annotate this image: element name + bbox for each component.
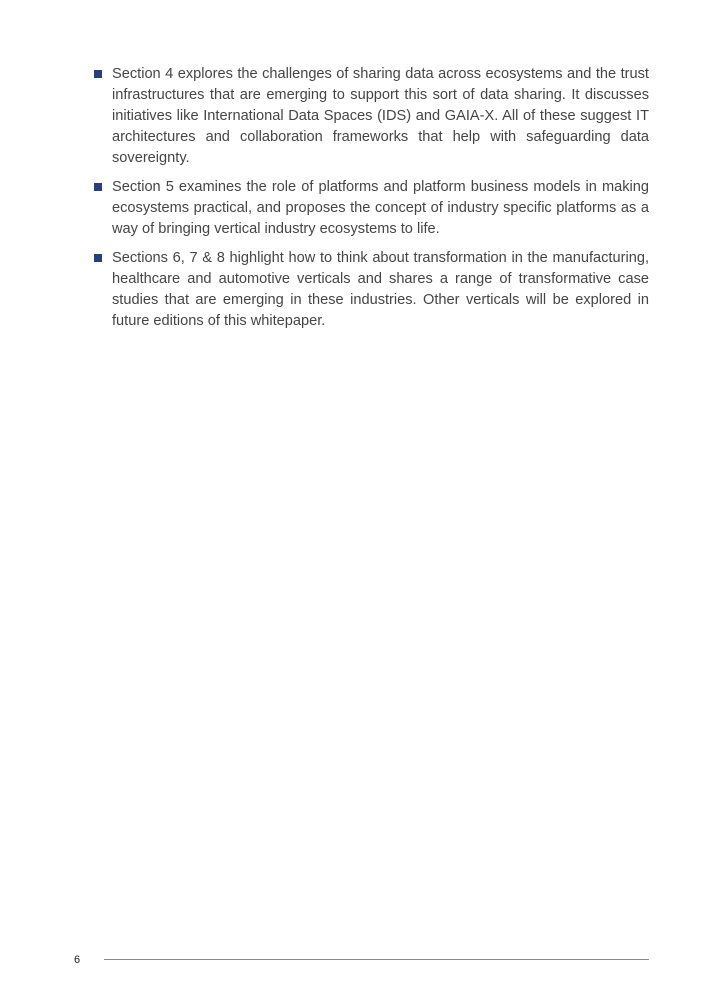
list-item-text: Sections 6, 7 & 8 highlight how to think about transformation in the manufacturing, healthcare and automotive verticals and shares a range of transformative case studies that are emerging in these industries. Other verticals will be explored in future editions of this whitepaper. (112, 250, 649, 329)
footer-divider (104, 959, 649, 960)
list-item-text: Section 4 explores the challenges of sharing data across ecosystems and the trust infrastructures that are emerging to support this sort of data sharing. It discusses initiatives like International Data Spaces (IDS) and GAIA-X. All of these suggest IT architectures and collaboration frameworks that help with safeguarding data sovereignty. (112, 66, 649, 166)
list-item-sections-6-7-8 (93, 248, 649, 332)
list-item-section-4 (93, 64, 649, 169)
list-item-section-5 (93, 177, 649, 240)
square-bullet-icon (94, 70, 102, 78)
square-bullet-icon (94, 183, 102, 191)
square-bullet-icon (94, 254, 102, 262)
section-overview-list (93, 64, 649, 340)
list-item-text: Section 5 examines the role of platforms and platform business models in making ecosystems practical, and proposes the concept of industry specific platforms as a way of bringing vertical industry ecosystems to life. (112, 179, 649, 237)
page-number: 6 (74, 954, 81, 966)
